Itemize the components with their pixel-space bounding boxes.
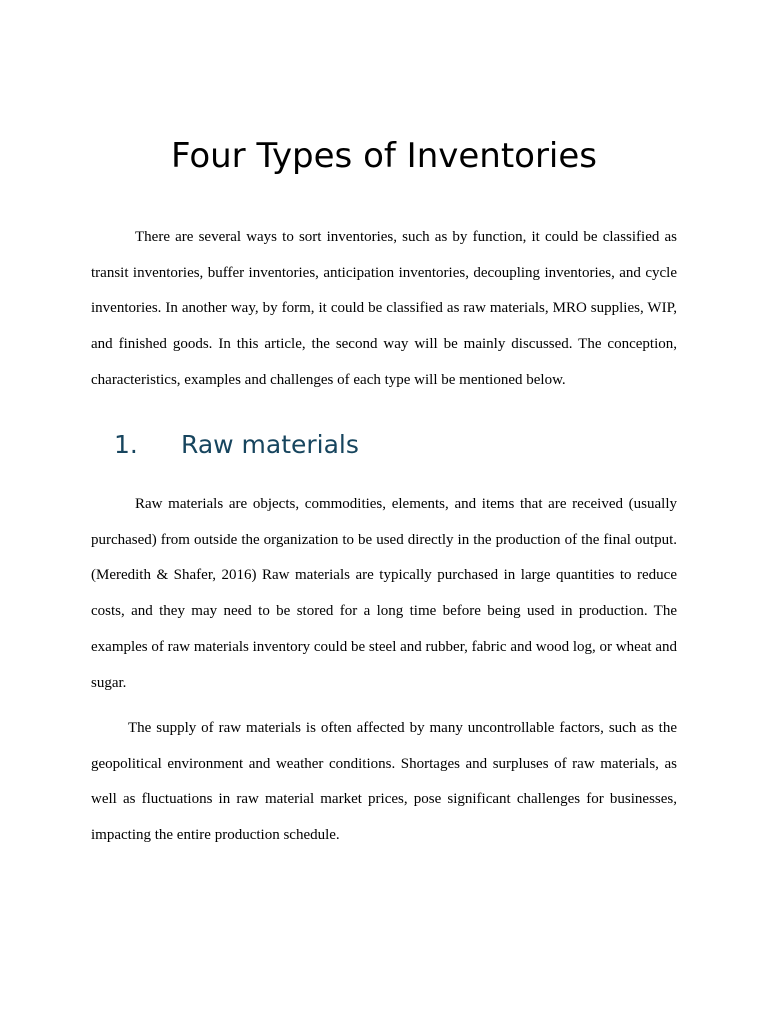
section-heading-text: Raw materials <box>181 430 359 459</box>
raw-materials-paragraph-2: The supply of raw materials is often affected by many uncontrollable factors, such as the geopolitical environment and weather conditions. Shortages and surpluses of raw materials, as well as fluctuations in raw material market prices, pose significant challenges for businesses, impacting the entire production schedule. <box>91 720 677 844</box>
page-title: Four Types of Inventories <box>170 136 598 176</box>
section-number: 1. <box>114 430 138 459</box>
intro-paragraph: There are several ways to sort inventories, such as by function, it could be classified as transit inventories, buffer inventories, anticipation inventories, decoupling inventories, and cycle inventories. In another way, by form, it could be classified as raw materials, MRO supplies, WIP, and finished goods. In this article, the second way will be mainly discussed. The conception, characteristics, examples and challenges of each type will be mentioned below. <box>91 229 677 388</box>
section-heading-raw-materials <box>114 427 359 463</box>
raw-materials-paragraph-1: Raw materials are objects, commodities, elements, and items that are received (usually purchased) from outside the organization to be used directly in the production of the final output. (Meredith & Shafer, 2016) Raw materials are typically purchased in large quantities to reduce costs, and they may need to be stored for a long time before being used in production. The examples of raw materials inventory could be steel and rubber, fabric and wood log, or wheat and sugar. <box>91 496 677 691</box>
